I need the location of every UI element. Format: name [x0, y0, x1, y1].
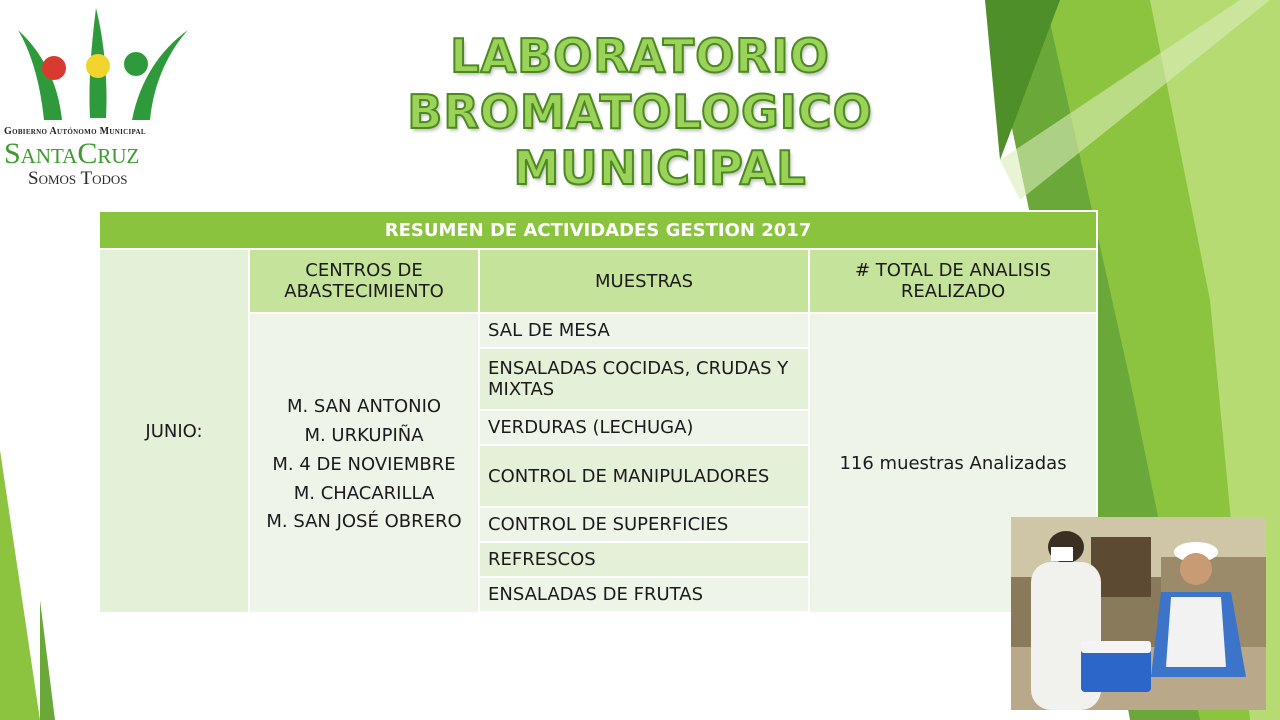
title-line-1: LABORATORIO BROMATOLOGICO	[407, 29, 873, 139]
table-caption: RESUMEN DE ACTIVIDADES GESTION 2017	[99, 211, 1097, 249]
muestra-row: ENSALADAS DE FRUTAS	[479, 577, 809, 612]
logo-city-name: SantaCruz	[4, 137, 140, 170]
total-cell: 116 muestras Analizadas	[809, 313, 1097, 613]
header-muestras: MUESTRAS	[479, 249, 809, 313]
logo-caption	[4, 126, 194, 189]
activities-summary-table	[98, 210, 1098, 614]
centro-item: M. 4 DE NOVIEMBRE	[272, 453, 456, 475]
centro-item: M. URKUPIÑA	[304, 424, 424, 446]
muestra-row: SAL DE MESA	[479, 313, 809, 348]
logo-government-text: Gobierno Autónomo Municipal	[4, 126, 146, 137]
logo-slogan: Somos Todos	[28, 168, 128, 189]
muestra-row: REFRESCOS	[479, 542, 809, 577]
centros-cell	[249, 313, 479, 613]
muestra-row: VERDURAS (LECHUGA)	[479, 410, 809, 445]
muestra-row: ENSALADAS COCIDAS, CRUDAS Y MIXTAS	[479, 348, 809, 410]
header-total: # TOTAL DE ANALISIS REALIZADO	[809, 249, 1097, 313]
centro-item: M. CHACARILLA	[293, 482, 435, 504]
header-centros: CENTROS DE ABASTECIMIENTO	[249, 249, 479, 313]
muestra-row: CONTROL DE MANIPULADORES	[479, 445, 809, 507]
centro-item: M. SAN ANTONIO	[286, 395, 442, 417]
muestra-row: CONTROL DE SUPERFICIES	[479, 507, 809, 542]
title-line-2: MUNICIPAL	[513, 141, 807, 195]
centro-item: M. SAN JOSÉ OBRERO	[266, 510, 462, 532]
month-cell: JUNIO:	[99, 249, 249, 613]
lab-workers-photo	[1011, 517, 1266, 710]
slide-title	[210, 28, 1070, 196]
